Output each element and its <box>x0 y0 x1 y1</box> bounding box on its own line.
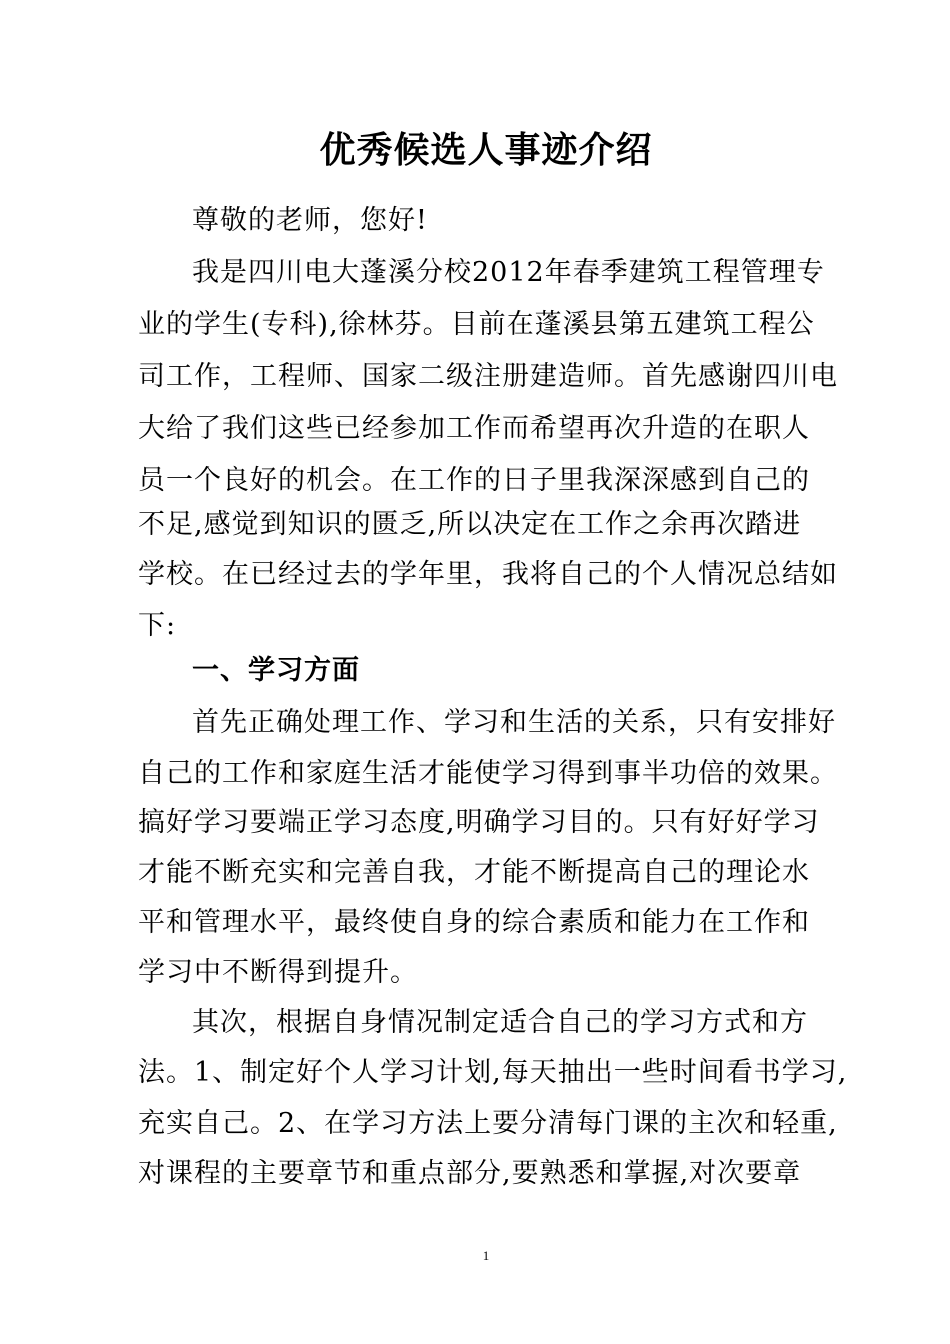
body-line: 大给了我们这些已经参加工作而希望再次升造的在职人 <box>138 413 810 444</box>
body-line: 搞好学习要端正学习态度,明确学习目的。只有好好学习 <box>138 807 820 838</box>
body-line: 不足,感觉到知识的匮乏,所以决定在工作之余再次踏进 <box>138 509 802 540</box>
body-line: 学校。在已经过去的学年里，我将自己的个人情况总结如 <box>138 559 838 590</box>
body-line: 才能不断充实和完善自我，才能不断提高自己的理论水 <box>138 857 810 888</box>
greeting-line: 尊敬的老师，您好! <box>192 205 428 236</box>
body-line: 平和管理水平，最终使自身的综合素质和能力在工作和 <box>138 907 810 938</box>
body-line: 其次，根据自身情况制定适合自己的学习方式和方 <box>192 1007 808 1038</box>
document-title: 优秀候选人事迹介绍 <box>319 129 653 171</box>
body-line: 对课程的主要章节和重点部分,要熟悉和掌握,对次要章 <box>138 1158 802 1189</box>
page-number: 1 <box>482 1248 490 1263</box>
body-line: 我是四川电大蓬溪分校2012年春季建筑工程管理专 <box>192 257 825 288</box>
body-line: 司工作，工程师、国家二级注册建造师。首先感谢四川电 <box>138 361 838 392</box>
body-line: 首先正确处理工作、学习和生活的关系，只有安排好 <box>192 707 836 738</box>
body-line: 法。1、制定好个人学习计划,每天抽出一些时间看书学习, <box>138 1057 848 1088</box>
section-heading: 一、学习方面 <box>192 655 360 686</box>
body-line: 学习中不断得到提升。 <box>138 957 418 988</box>
body-line: 自己的工作和家庭生活才能使学习得到事半功倍的效果。 <box>138 758 838 789</box>
body-line: 充实自己。2、在学习方法上要分清每门课的主次和轻重, <box>138 1108 838 1139</box>
body-line: 业的学生(专科),徐林芬。目前在蓬溪县第五建筑工程公 <box>138 309 815 340</box>
body-line: 下: <box>138 610 177 641</box>
body-line: 员一个良好的机会。在工作的日子里我深深感到自己的 <box>138 465 810 496</box>
